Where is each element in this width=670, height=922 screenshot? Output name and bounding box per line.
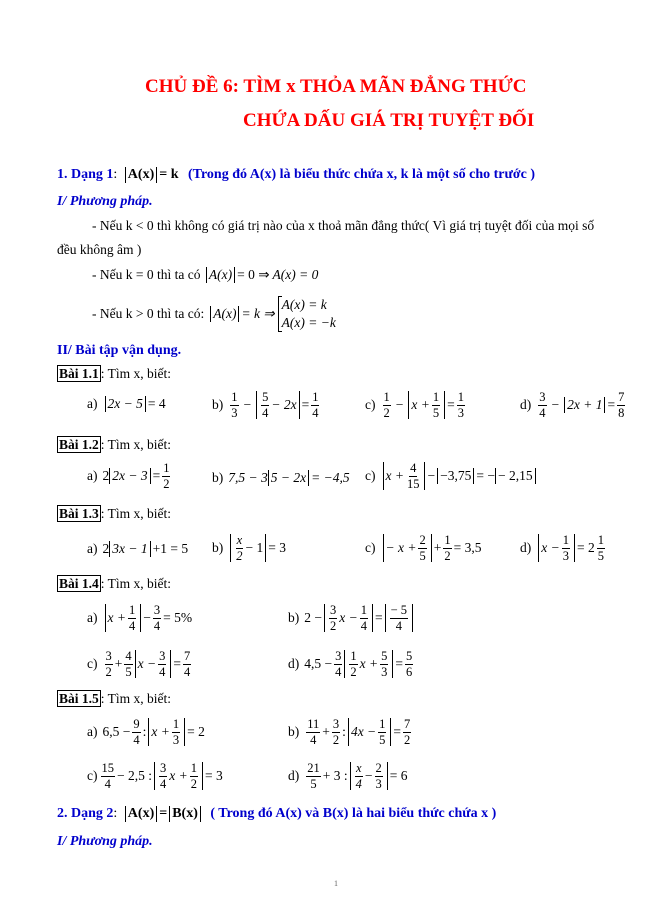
equals: = − <box>476 468 495 483</box>
denominator: 3 <box>562 548 569 563</box>
divide: : <box>342 724 346 739</box>
abs-expr: − 2,15 <box>497 468 533 483</box>
exercise-1-2-c <box>365 462 538 490</box>
abs-expr: − 1 <box>245 540 264 555</box>
abs-formula <box>125 167 157 183</box>
numerator: 1 <box>597 533 604 547</box>
instruction: : Tìm x, biết: <box>100 691 172 706</box>
numerator: 1 <box>379 717 386 731</box>
denominator: 2 <box>332 732 340 747</box>
dang2-description: ( Trong đó A(x) và B(x) là hai biểu thức chứa x ) <box>210 806 497 821</box>
numerator: x <box>236 533 243 547</box>
numerator: 7 <box>183 649 191 663</box>
divide: : <box>142 724 147 739</box>
numerator: 3 <box>153 603 161 617</box>
equals: = <box>374 610 383 625</box>
formula-inner: A(x) <box>127 167 155 182</box>
formula-rhs: = k <box>159 167 179 182</box>
exercise-1-4-header <box>57 576 171 592</box>
denominator: 3 <box>381 664 388 679</box>
equals: = <box>607 397 616 412</box>
operator: − <box>395 397 404 412</box>
abs-expr: x + <box>385 468 404 483</box>
denominator: 2 <box>190 776 197 791</box>
rhs: = 3 <box>204 768 223 783</box>
numerator: 3 <box>159 649 166 663</box>
equals: = <box>395 656 403 671</box>
numerator: 1 <box>128 603 136 617</box>
operator: + <box>114 656 123 671</box>
rhs: = 6 <box>389 768 408 783</box>
denominator: 4 <box>395 618 402 633</box>
equals: = 2 <box>576 540 595 555</box>
numerator: 5 <box>405 649 413 663</box>
abs-expr: B(x) <box>172 806 198 821</box>
dang2-heading <box>57 806 496 822</box>
denominator: 2 <box>444 548 451 563</box>
item-label: b) <box>288 610 300 625</box>
numerator: 1 <box>231 390 238 404</box>
denominator: 2 <box>163 476 170 491</box>
numerator: 3 <box>539 390 546 404</box>
denominator: 4 <box>312 405 319 420</box>
denominator: 8 <box>618 405 625 420</box>
exercise-label: Bài 1.4 <box>59 576 99 591</box>
rule-k-zero <box>92 267 318 283</box>
abs-expr: − x + <box>385 540 417 555</box>
numerator: 1 <box>562 533 569 547</box>
exercise-1-5-a <box>87 718 205 746</box>
item-label: c) <box>87 768 98 783</box>
denominator: 2 <box>383 405 390 420</box>
denominator: 3 <box>457 405 464 420</box>
denominator: 2 <box>350 664 357 679</box>
denominator: 3 <box>375 776 382 791</box>
denominator: 5 <box>125 664 132 679</box>
exercise-1-4-a <box>87 604 192 632</box>
abs-expr: x + <box>151 724 170 739</box>
item-label: c) <box>365 468 376 483</box>
operator: − <box>143 610 151 625</box>
numerator: 1 <box>312 390 319 404</box>
numerator: 2 <box>375 761 382 775</box>
abs-b <box>169 806 201 822</box>
rule-k-negative-cont: đều không âm ) <box>57 242 142 257</box>
numerator: 1 <box>383 390 390 404</box>
operator: − <box>364 768 373 783</box>
implies: = k ⇒ <box>241 306 275 322</box>
equals: = <box>301 397 310 412</box>
abs-expr: 2x − 3 <box>112 468 148 483</box>
numerator: 11 <box>307 717 320 731</box>
denominator: 4 <box>183 664 191 679</box>
numerator: 5 <box>381 649 388 663</box>
item-label: a) <box>87 724 98 739</box>
implies: = 0 ⇒ <box>237 267 270 282</box>
abs-expr: x − <box>137 656 157 671</box>
exercise-label: Bài 1.2 <box>59 437 99 452</box>
rule-k-positive <box>92 296 336 332</box>
abs-expr: −3,75 <box>440 468 472 483</box>
numerator: 15 <box>101 761 114 775</box>
numerator: 5 <box>262 390 269 404</box>
denominator: 5 <box>597 548 604 563</box>
item-label: a) <box>87 396 98 411</box>
numerator: 4 <box>125 649 132 663</box>
rhs: = 3 <box>268 540 286 555</box>
item-label: d) <box>520 397 532 412</box>
denominator: 2 <box>105 664 112 679</box>
numerator: 1 <box>444 533 451 547</box>
denominator: 6 <box>405 664 413 679</box>
dang1-description: (Trong đó A(x) là biểu thức chứa x, k là một số cho trước ) <box>188 167 536 182</box>
operator: − <box>243 397 252 412</box>
rhs: = −4,5 <box>311 470 350 485</box>
numerator: 9 <box>133 717 140 731</box>
rhs: = 5% <box>163 610 193 625</box>
abs-expr: 3x − 1 <box>112 541 148 556</box>
rhs: +1 = 5 <box>152 541 189 556</box>
exercise-1-3-a <box>87 541 188 557</box>
colon: : <box>113 167 118 182</box>
numerator: 1 <box>457 390 464 404</box>
abs-expr: A(x) <box>210 306 239 322</box>
abs-expr: 2x − 5 <box>107 396 143 411</box>
operator: − <box>551 397 560 412</box>
numerator: 1 <box>360 603 367 617</box>
numerator: 1 <box>350 649 357 663</box>
lhs-pre: 7,5 − 3 <box>228 470 268 485</box>
denominator: 4 <box>310 732 317 747</box>
numerator: 7 <box>618 390 625 404</box>
exercise-1-1-c <box>365 391 467 419</box>
exercise-1-3-d <box>520 534 607 562</box>
abs-expr: x − <box>339 610 358 625</box>
numerator: − 5 <box>390 603 408 617</box>
dang2-label: 2. Dạng 2 <box>57 806 114 821</box>
title-line-1: CHỦ ĐỀ 6: TÌM x THỎA MÃN ĐẲNG THỨC <box>145 76 527 97</box>
exercise-1-4-d <box>288 650 415 678</box>
exercise-1-1-header <box>57 366 171 382</box>
denominator: 2 <box>236 548 243 563</box>
denominator: 4 <box>355 776 362 791</box>
exercise-1-2-header <box>57 437 171 453</box>
method-heading-1: I/ Phương pháp. <box>57 194 153 209</box>
dang1-label: 1. Dạng 1 <box>57 167 114 182</box>
numerator: 21 <box>307 761 320 775</box>
denominator: 3 <box>172 732 180 747</box>
denominator: 2 <box>404 732 411 747</box>
instruction: : Tìm x, biết: <box>100 506 172 521</box>
item-label: c) <box>87 656 98 671</box>
numerator: 3 <box>335 649 342 663</box>
coef: 2 <box>102 541 110 556</box>
case-2: A(x) = −k <box>281 315 336 331</box>
denominator: 5 <box>310 776 317 791</box>
colon: : <box>113 806 118 821</box>
numerator: 2 <box>419 533 426 547</box>
exercise-1-2-a <box>87 462 172 490</box>
instruction: : Tìm x, biết: <box>100 437 172 452</box>
coef: 2 <box>102 468 110 483</box>
denominator: 4 <box>153 618 161 633</box>
denominator: 5 <box>432 405 440 420</box>
operator: + 3 : <box>322 768 348 783</box>
dang1-heading <box>57 167 535 183</box>
exercise-1-4-b <box>288 604 415 632</box>
denominator: 4 <box>360 618 367 633</box>
exercise-1-5-d <box>288 762 408 790</box>
equals: = <box>447 397 455 412</box>
abs-a <box>125 806 157 822</box>
equals: = <box>173 656 181 671</box>
item-label: b) <box>288 724 300 739</box>
denominator: 5 <box>419 548 426 563</box>
denominator: 5 <box>379 732 386 747</box>
exercise-1-3-b <box>212 534 286 562</box>
item-label: d) <box>520 540 532 555</box>
numerator: 1 <box>172 717 180 731</box>
item-label: a) <box>87 468 98 483</box>
numerator: 1 <box>190 761 197 775</box>
exercise-label: Bài 1.1 <box>59 366 99 381</box>
exercise-1-5-header <box>57 691 171 707</box>
exercise-1-1-d <box>520 391 627 419</box>
item-label: b) <box>212 540 224 555</box>
equals: = <box>152 468 161 483</box>
rhs: = 3,5 <box>453 540 482 555</box>
rule-text: - Nếu k > 0 thì ta có: <box>92 306 205 322</box>
item-label: a) <box>87 610 98 625</box>
abs-expr: A(x) <box>127 806 155 821</box>
lhs-pre: 6,5 − <box>102 724 131 739</box>
abs-expr: − 2x <box>271 397 297 412</box>
equals: = <box>393 724 402 739</box>
numerator: 7 <box>404 717 411 731</box>
exercise-label: Bài 1.3 <box>59 506 99 521</box>
numerator: 3 <box>330 603 337 617</box>
item-label: d) <box>288 768 300 783</box>
operator: − 2,5 : <box>117 768 152 783</box>
case-bracket <box>278 296 336 332</box>
numerator: 3 <box>332 717 340 731</box>
instruction: : Tìm x, biết: <box>100 576 172 591</box>
item-label: b) <box>212 397 224 412</box>
numerator: 4 <box>410 461 417 475</box>
denominator: 4 <box>159 664 166 679</box>
exercise-1-3-c <box>365 534 481 562</box>
item-label: b) <box>212 470 224 485</box>
item-label: d) <box>288 656 300 671</box>
denominator: 2 <box>330 618 337 633</box>
abs-expr: x + <box>169 768 188 783</box>
abs-expr: 4x − <box>350 724 377 739</box>
equals: = <box>159 806 168 821</box>
lhs-pre: 4,5 − <box>304 656 333 671</box>
rule-text: - Nếu k = 0 thì ta có <box>92 267 201 282</box>
denominator: 3 <box>231 405 238 420</box>
denominator: 4 <box>133 732 140 747</box>
instruction: : Tìm x, biết: <box>100 366 172 381</box>
title-line-2: CHỨA DẤU GIÁ TRỊ TUYỆT ĐỐI <box>243 110 535 131</box>
exercise-1-3-header <box>57 506 171 522</box>
item-label: a) <box>87 541 98 556</box>
exercise-label: Bài 1.5 <box>59 691 99 706</box>
item-label: c) <box>365 397 376 412</box>
denominator: 4 <box>128 618 136 633</box>
operator: + <box>433 540 442 555</box>
exercise-1-5-c <box>87 762 223 790</box>
exercise-1-2-b <box>212 470 350 486</box>
abs-expr: A(x) <box>206 267 235 283</box>
page-number: 1 <box>334 879 338 888</box>
rhs: = 4 <box>147 396 166 411</box>
item-label: c) <box>365 540 376 555</box>
rhs: = 2 <box>187 724 205 739</box>
abs-expr: x + <box>359 656 379 671</box>
abs-expr: x + <box>107 610 126 625</box>
exercise-1-1-b <box>212 391 321 419</box>
abs-expr: 5 − 2x <box>270 470 307 485</box>
operator: + <box>322 724 330 739</box>
rule-k-negative: - Nếu k < 0 thì không có giá trị nào của x thoả mãn đẳng thức( Vì giá trị tuyệt đối của mọi số <box>92 218 595 233</box>
numerator: 1 <box>163 461 170 475</box>
denominator: 15 <box>406 476 420 491</box>
exercise-1-5-b <box>288 718 413 746</box>
abs-expr: 2x + 1 <box>567 397 603 412</box>
numerator: 3 <box>105 649 112 663</box>
numerator: x <box>355 761 362 775</box>
exercise-1-1-a <box>87 396 166 412</box>
method-heading-2: I/ Phương pháp. <box>57 834 153 849</box>
denominator: 4 <box>262 405 269 420</box>
numerator: 1 <box>432 390 440 404</box>
case-1: A(x) = k <box>281 297 327 312</box>
abs-expr: x + <box>411 397 430 412</box>
denominator: 4 <box>335 664 342 679</box>
denominator: 4 <box>539 405 546 420</box>
denominator: 4 <box>104 776 111 791</box>
numerator: 3 <box>160 761 167 775</box>
exercises-heading: II/ Bài tập vận dụng. <box>57 343 182 358</box>
abs-expr: x − <box>541 540 560 555</box>
lhs-pre: 2 − <box>304 610 322 625</box>
exercise-1-4-c <box>87 650 193 678</box>
result: A(x) = 0 <box>272 267 319 282</box>
denominator: 4 <box>160 776 167 791</box>
operator: − <box>427 468 436 483</box>
